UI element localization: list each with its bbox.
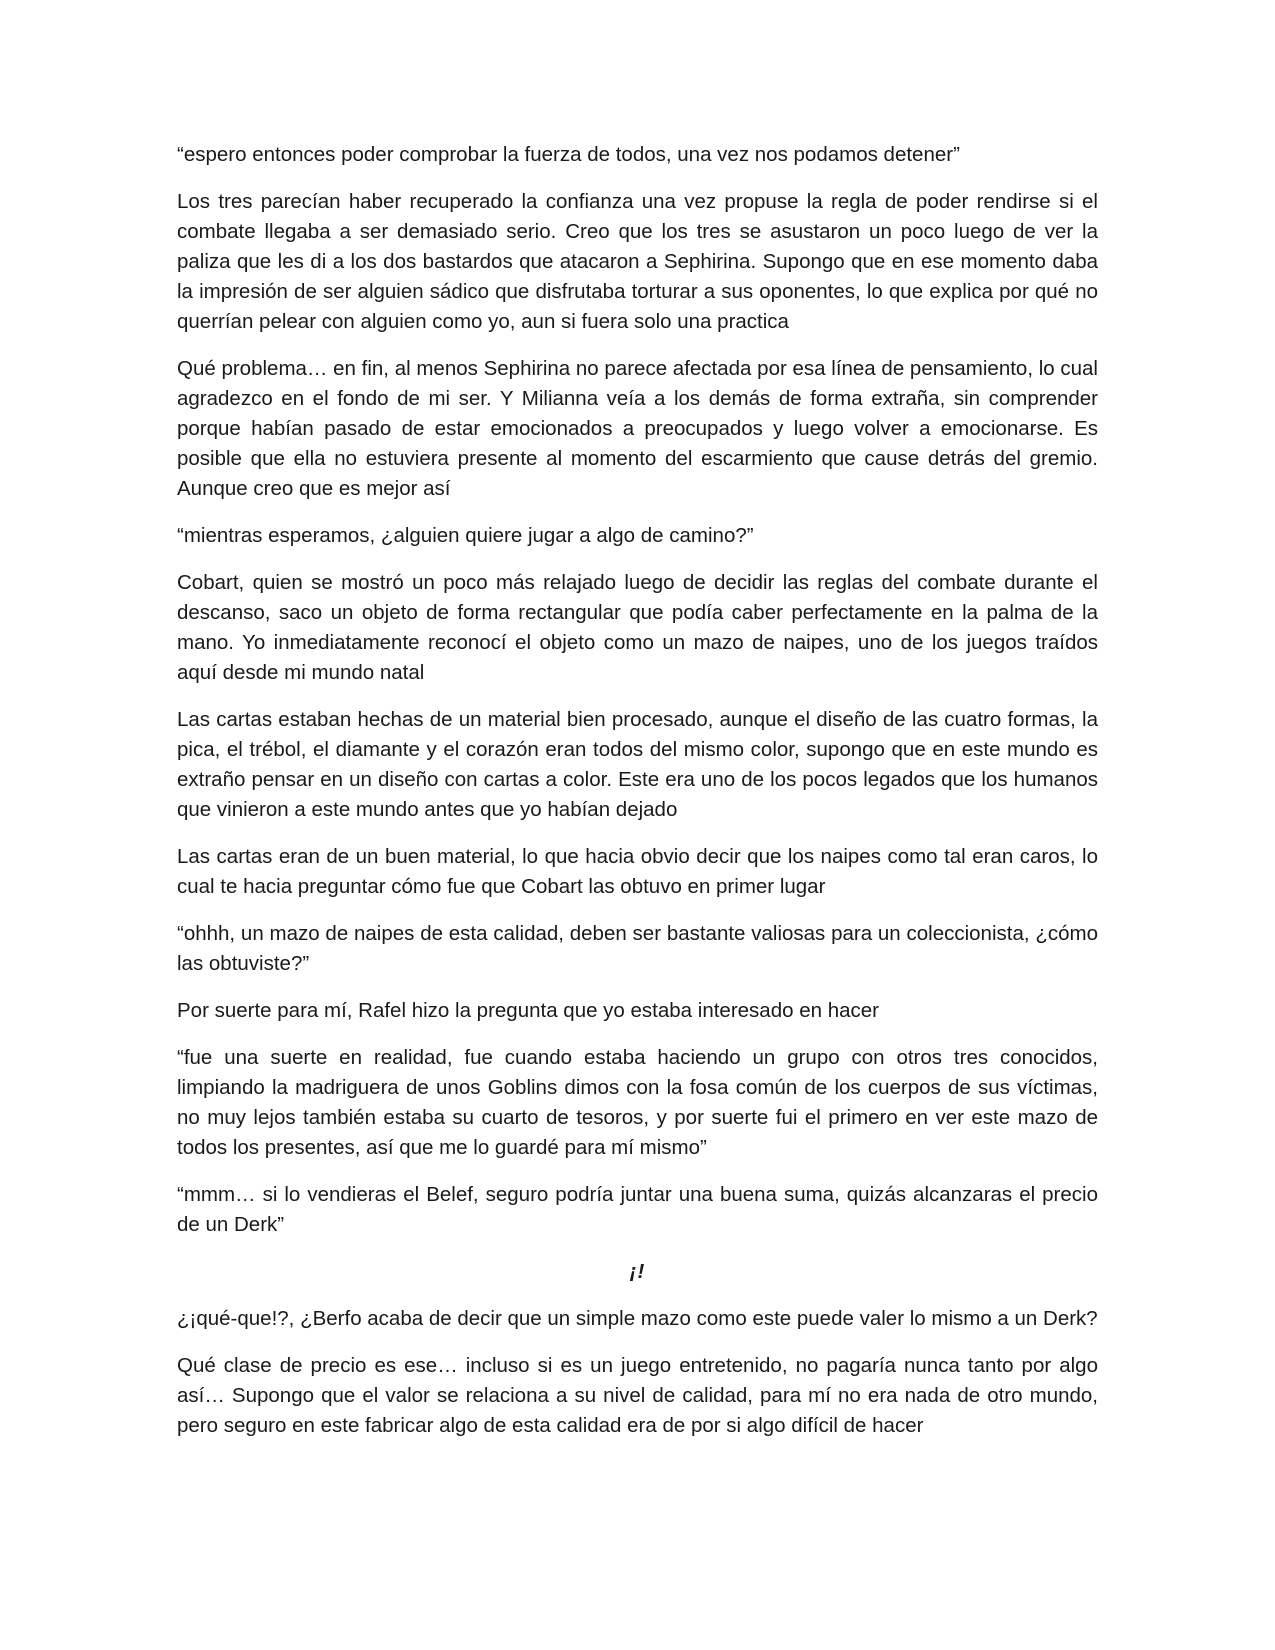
paragraph-2: Los tres parecían haber recuperado la confianza una vez propuse la regla de poder rendirse si el combate llegaba a ser demasiado serio. Creo que los tres se asustaron un poco luego de ver la paliza que les di a los dos bastardos que atacaron a Sephirina. Supongo que en ese momento daba la impresión de ser alguien sádico que disfrutaba torturar a sus oponentes, lo que explica por qué no querrían pelear con alguien como yo, aun si fuera solo una practica (177, 190, 1098, 333)
paragraph-3: Qué problema… en fin, al menos Sephirina no parece afectada por esa línea de pensamiento, lo cual agradezco en el fondo de mi ser. Y Milianna veía a los demás de forma extraña, sin comprender porque habían pasado de estar emocionados a preocupados y luego volver a emocionarse. Es posible que ella no estuviera presente al momento del escarmiento que cause detrás del gremio. Aunque creo que es mejor así (177, 357, 1098, 500)
paragraph-10: “fue una suerte en realidad, fue cuando estaba haciendo un grupo con otros tres conocidos, limpiando la madriguera de unos Goblins dimos con la fosa común de los cuerpos de sus víctimas, no muy lejos también estaba su cuarto de tesoros, y por suerte fui el primero en ver este mazo de todos los presentes, así que me lo guardé para mí mismo” (177, 1046, 1098, 1159)
paragraph-4: “mientras esperamos, ¿alguien quiere jugar a algo de camino?” (177, 524, 754, 547)
paragraph-12: ¿¡qué-que!?, ¿Berfo acaba de decir que un simple mazo como este puede valer lo mismo a un Derk? (177, 1307, 1098, 1330)
paragraph-5: Cobart, quien se mostró un poco más relajado luego de decidir las reglas del combate durante el descanso, saco un objeto de forma rectangular que podía caber perfectamente en la palma de la mano. Yo inmediatamente reconocí el objeto como un mazo de naipes, uno de los juegos traídos aquí desde mi mundo natal (177, 571, 1098, 684)
paragraph-6: Las cartas estaban hechas de un material bien procesado, aunque el diseño de las cuatro formas, la pica, el trébol, el diamante y el corazón eran todos del mismo color, supongo que en este mundo es extraño pensar en un diseño con cartas a color. Este era uno de los pocos legados que los humanos que vinieron a este mundo antes que yo habían dejado (177, 708, 1098, 821)
document-page (177, 140, 1098, 1458)
paragraph-8: “ohhh, un mazo de naipes de esta calidad, deben ser bastante valiosas para un coleccionista, ¿cómo las obtuviste?” (177, 922, 1098, 975)
paragraph-1: “espero entonces poder comprobar la fuerza de todos, una vez nos podamos detener” (177, 143, 960, 166)
paragraph-11: “mmm… si lo vendieras el Belef, seguro podría juntar una buena suma, quizás alcanzaras el precio de un Derk” (177, 1183, 1098, 1236)
paragraph-7: Las cartas eran de un buen material, lo que hacia obvio decir que los naipes como tal eran caros, lo cual te hacia preguntar cómo fue que Cobart las obtuvo en primer lugar (177, 845, 1098, 898)
section-separator: ¡! (629, 1260, 646, 1283)
paragraph-13: Qué clase de precio es ese… incluso si es un juego entretenido, no pagaría nunca tanto por algo así… Supongo que el valor se relaciona a su nivel de calidad, para mí no era nada de otro mundo, pero seguro en este fabricar algo de esta calidad era de por si algo difícil de hacer (177, 1354, 1098, 1437)
paragraph-9: Por suerte para mí, Rafel hizo la pregunta que yo estaba interesado en hacer (177, 999, 879, 1022)
